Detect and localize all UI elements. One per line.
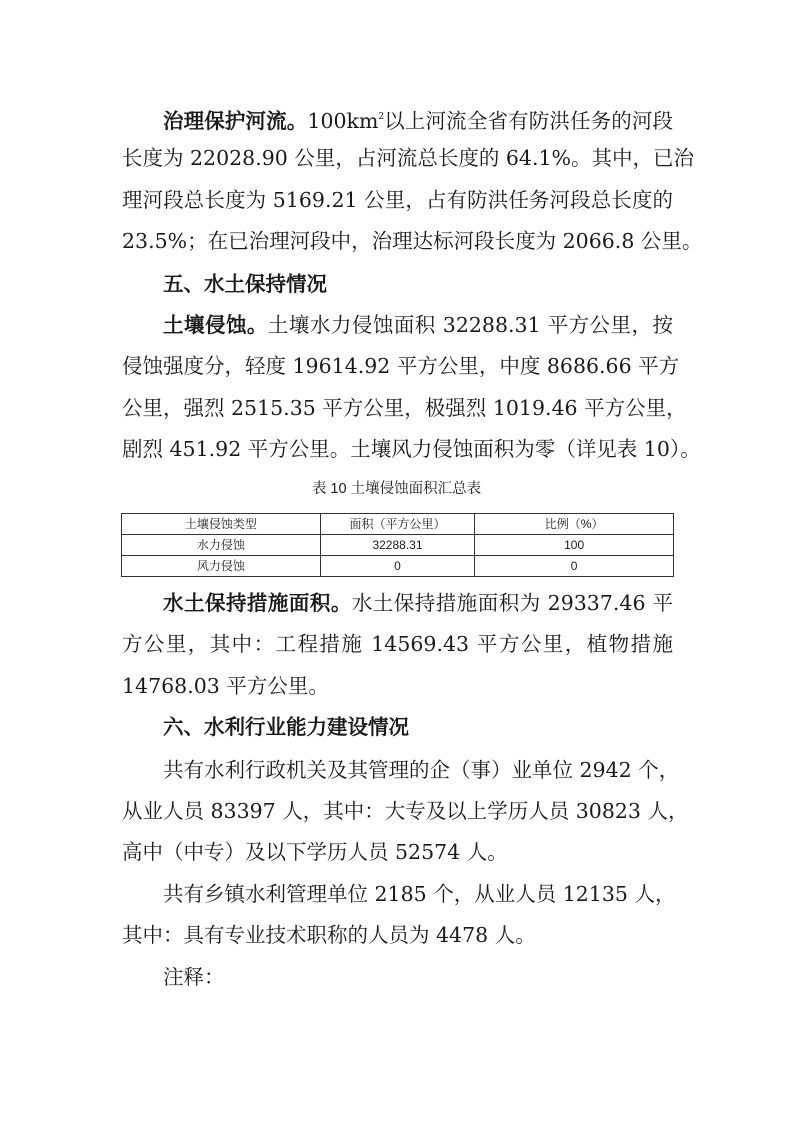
- soil-erosion-table: [121, 513, 674, 577]
- table-caption: 表 10 土壤侵蚀面积汇总表: [311, 481, 482, 497]
- table-cell: 32288.31: [320, 535, 475, 556]
- para1-line2: 长度为 22028.90 公里，占河流总长度的 64.1%。其中，已治: [122, 146, 694, 170]
- table-header-cell: 面积（平方公里）: [320, 514, 475, 535]
- para2-line2: 侵蚀强度分，轻度 19614.92 平方公里，中度 8686.66 平方: [122, 354, 680, 378]
- table-cell: 0: [320, 556, 475, 577]
- table-cell: 0: [475, 556, 674, 577]
- section-heading-capacity-building: 六、水利行业能力建设情况: [163, 715, 409, 739]
- table-header-cell: 土壤侵蚀类型: [122, 514, 321, 535]
- para3-line2: 方公里，其中：工程措施 14569.43 平方公里，植物措施: [122, 632, 673, 656]
- note-label: 注释：: [163, 965, 225, 989]
- para1-line1-rest: 以上河流全省有防洪任务的河段: [384, 109, 673, 133]
- table-row: [122, 556, 674, 577]
- para1-line3: 理河段总长度为 5169.21 公里，占有防洪任务河段总长度的: [122, 188, 673, 212]
- para4-line1: 共有水利行政机关及其管理的企（事）业单位 2942 个，: [163, 758, 680, 782]
- para4-line2: 从业人员 83397 人，其中：大专及以上学历人员 30823 人，: [122, 799, 689, 823]
- para1-line1: [163, 102, 673, 136]
- para1-superscript: 2: [378, 112, 385, 122]
- table-cell: 100: [475, 535, 674, 556]
- para2-line3: 公里，强烈 2515.35 平方公里，极强烈 1019.46 平方公里，: [122, 396, 687, 420]
- para2-line1: [163, 310, 673, 340]
- table-header-row: [122, 514, 674, 535]
- para1-bold-lead: 治理保护河流。: [163, 109, 308, 133]
- table-cell: 风力侵蚀: [122, 556, 321, 577]
- table-header-cell: 比例（%）: [475, 514, 674, 535]
- table-row: [122, 535, 674, 556]
- para1-line4: 23.5%；在已治理河段中，治理达标河段长度为 2066.8 公里。: [122, 229, 703, 253]
- para5-line2: 其中：具有专业技术职称的人员为 4478 人。: [122, 923, 536, 947]
- table-cell: 水力侵蚀: [122, 535, 321, 556]
- para3-line1-rest: 水土保持措施面积为 29337.46 平: [351, 591, 673, 615]
- para3-bold-lead: 水土保持措施面积。: [163, 591, 352, 615]
- para4-line3: 高中（中专）及以下学历人员 52574 人。: [122, 840, 508, 864]
- para1-area-value: 100km: [307, 109, 379, 133]
- para2-line1-rest: 土壤水力侵蚀面积 32288.31 平方公里，按: [267, 313, 673, 337]
- para5-line1: 共有乡镇水利管理单位 2185 个，从业人员 12135 人，: [163, 882, 676, 906]
- para3-line1: [163, 588, 673, 618]
- para2-bold-lead: 土壤侵蚀。: [163, 313, 268, 337]
- para2-line4: 剧烈 451.92 平方公里。土壤风力侵蚀面积为零（详见表 10）。: [122, 437, 701, 461]
- para3-line3: 14768.03 平方公里。: [122, 674, 329, 698]
- section-heading-soil-conservation: 五、水土保持情况: [163, 272, 327, 296]
